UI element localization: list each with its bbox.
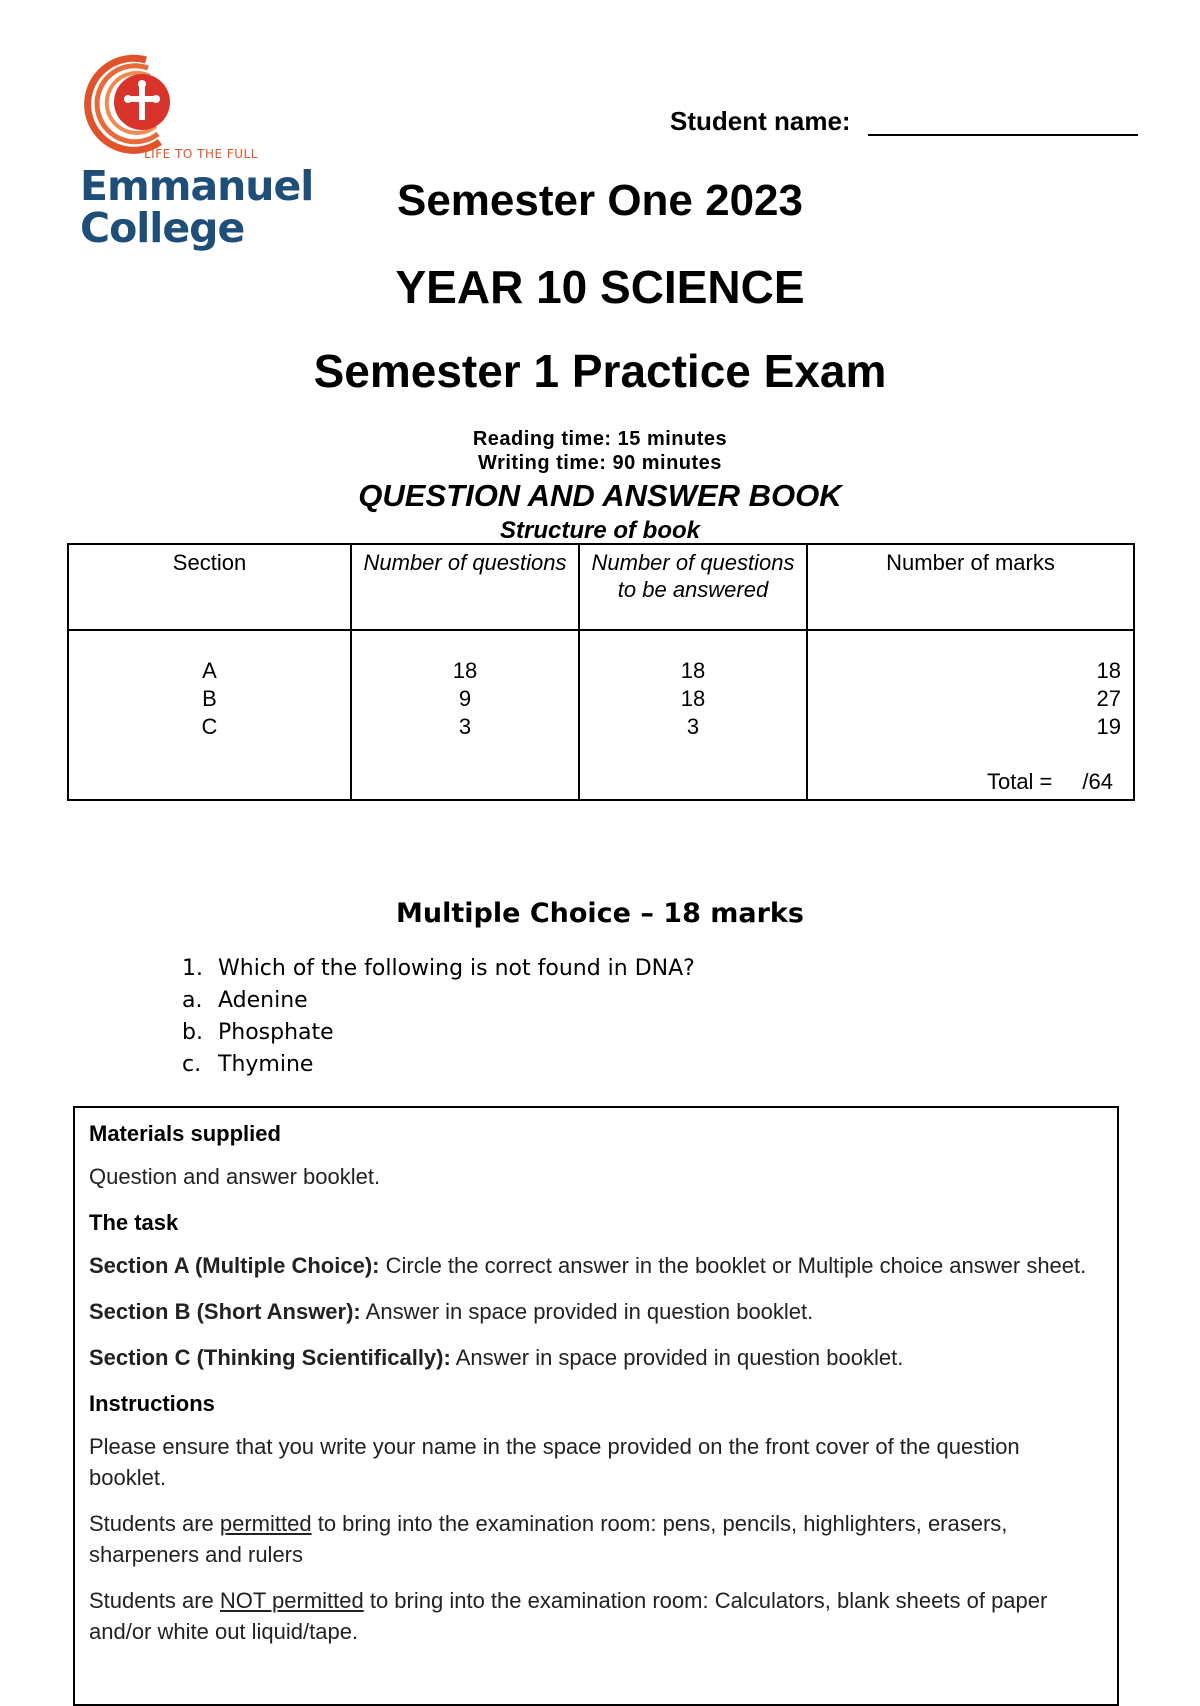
total-value: /64 [1082,769,1113,794]
student-name-label: Student name: [670,106,851,136]
semester-title: Semester One 2023 [396,176,804,225]
logo-name-line2: College [80,204,245,252]
table-row [68,630,1134,800]
total-label: Total = [986,769,1053,794]
college-crest-icon [76,54,186,154]
student-name-field[interactable] [868,134,1138,136]
section-a-text: Circle the correct answer in the booklet or Multiple choice answer sheet. [379,1253,1087,1278]
option-label: c. [182,1051,202,1077]
answered-column [579,630,807,800]
option-text: Adenine [218,987,308,1013]
exam-title: Semester 1 Practice Exam [313,345,887,397]
logo-tagline: LIFE TO THE FULL [144,147,258,161]
instructions-heading: Instructions [89,1391,215,1416]
permitted-prefix: Students are [89,1511,220,1536]
section-a-label: Section A (Multiple Choice): [89,1253,380,1278]
question-text: Which of the following is not found in DNA? [218,955,695,981]
section-b-label: Section B (Short Answer): [89,1299,361,1324]
table-cell: 18 [1096,658,1121,683]
option-b[interactable] [182,1016,695,1048]
structure-title: Structure of book [499,517,700,544]
option-label: b. [182,1019,203,1045]
table-cell: 3 [458,714,472,739]
option-a[interactable] [182,984,695,1016]
permitted-word: permitted [219,1511,312,1536]
structure-table [67,543,1135,801]
questions-column [351,630,579,800]
instructions-box [73,1106,1119,1706]
header-questions-to-answer: Number of questions to be answered [579,544,807,630]
question-row [182,952,695,984]
not-permitted-suffix: to bring into the examination room: Calculators, blank sheets of paper and/or white out liquid/tape. [89,1588,1048,1644]
table-cell: 18 [680,686,706,711]
table-header-row [68,544,1134,630]
question-1 [182,952,695,1080]
section-c-text: Answer in space provided in question booklet. [450,1345,904,1370]
table-cell: B [202,686,217,711]
permitted-instruction [89,1508,1101,1570]
section-c-instruction [89,1342,1101,1373]
not-permitted-word: NOT permitted [219,1588,364,1613]
materials-text: Question and answer booklet. [89,1164,381,1189]
table-cell: C [201,714,218,739]
name-instruction: Please ensure that you write your name in the space provided on the front cover of the question booklet. [89,1434,1020,1490]
total-line [820,768,1121,796]
section-b-text: Answer in space provided in question booklet. [360,1299,814,1324]
section-a-instruction [89,1250,1101,1281]
not-permitted-instruction [89,1585,1101,1647]
option-c[interactable] [182,1048,695,1080]
marks-column [807,630,1134,800]
multiple-choice-heading: Multiple Choice – 18 marks [396,898,804,929]
not-permitted-prefix: Students are [89,1588,220,1613]
subject-title: YEAR 10 SCIENCE [395,261,805,313]
table-cell: 27 [1096,686,1121,711]
question-number: 1. [182,955,203,981]
table-cell: A [202,658,217,683]
section-b-instruction [89,1296,1101,1327]
table-cell: 9 [458,686,472,711]
reading-time: Reading time: 15 minutes [472,428,728,450]
book-title: QUESTION AND ANSWER BOOK [358,478,842,513]
option-label: a. [182,987,203,1013]
writing-time: Writing time: 90 minutes [478,452,722,474]
materials-heading: Materials supplied [89,1121,281,1146]
header-number-of-questions: Number of questions [351,544,579,630]
table-cell: 19 [1096,714,1121,739]
table-cell: 3 [686,714,700,739]
section-column [68,630,351,800]
header-number-of-marks: Number of marks [807,544,1134,630]
logo-name-line1: Emmanuel [80,162,314,210]
option-text: Phosphate [218,1019,334,1045]
option-text: Thymine [218,1051,314,1077]
table-cell: 18 [680,658,706,683]
task-heading: The task [89,1210,179,1235]
section-c-label: Section C (Thinking Scientifically): [89,1345,451,1370]
header-section: Section [68,544,351,630]
permitted-suffix: to bring into the examination room: pens, pencils, highlighters, erasers, sharpeners and rulers [89,1511,1008,1567]
table-cell: 18 [452,658,478,683]
